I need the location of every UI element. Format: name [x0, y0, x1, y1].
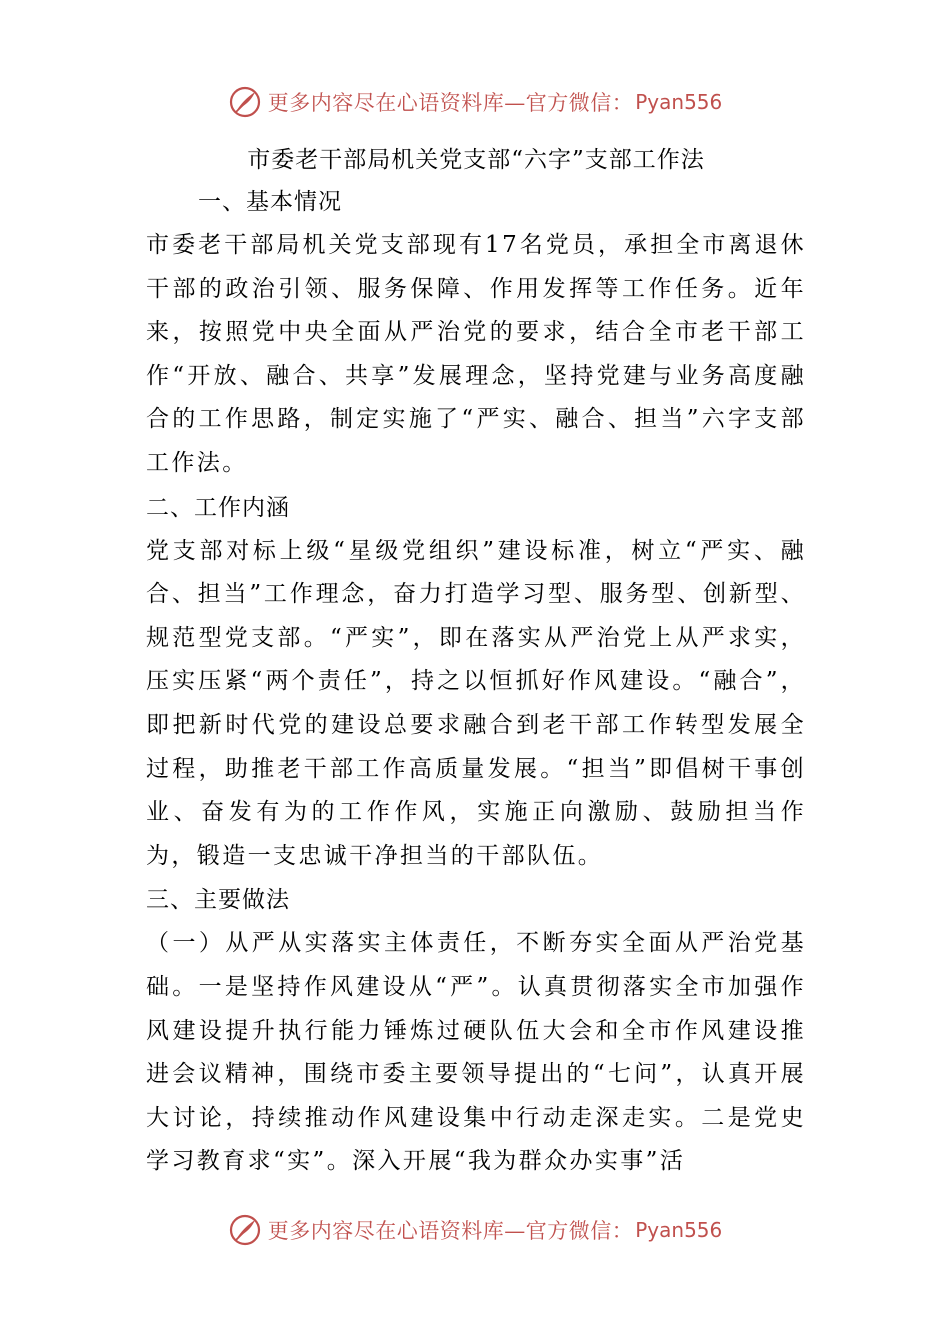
- section-paragraph-main-practices: （一）从严从实落实主体责任，不断夯实全面从严治党基础。一是坚持作风建设从“严”。认真贯彻落实全市加强作风建设提升执行能力锤炼过硬队伍大会和全市作风建设推进会议精神，围绕市委主要领导提出的“七问”，认真开展大讨论，持续推动作风建设集中行动走深走实。二是党史学习教育求“实”。深入开展“我为群众办实事”活: [146, 930, 806, 1175]
- watermark-wechat-id: Pyan556: [635, 90, 723, 114]
- watermark-text: 更多内容尽在心语资料库—官方微信：: [267, 1219, 634, 1243]
- watermark-text: 更多内容尽在心语资料库—官方微信：: [267, 91, 634, 115]
- document-body: [146, 140, 806, 1184]
- document-title: 市委老干部局机关党支部“六字”支部工作法: [247, 147, 705, 173]
- watermark-banner-top: [0, 80, 950, 124]
- watermark-banner-bottom: [0, 1208, 950, 1252]
- quill-logo-icon: [228, 85, 262, 119]
- section-heading-basic-info: 一、基本情况: [198, 189, 342, 215]
- watermark-wechat-id: Pyan556: [635, 1218, 723, 1242]
- quill-logo-icon: [228, 1213, 262, 1247]
- section-paragraph-connotation: 党支部对标上级“星级党组织”建设标准，树立“严实、融合、担当”工作理念，奋力打造学习型、服务型、创新型、规范型党支部。“严实”，即在落实从严治党上从严求实，压实压紧“两个责任”，持之以恒抓好作风建设。“融合”，即把新时代党的建设总要求融合到老干部工作转型发展全过程，助推老干部工作高质量发展。“担当”即倡树干事创业、奋发有为的工作作风，实施正向激励、鼓励担当作为，锻造一支忠诚干净担当的干部队伍。: [146, 537, 806, 869]
- section-heading-main-practices: 三、主要做法: [146, 887, 290, 914]
- section-paragraph-basic-info: 市委老干部局机关党支部现有17名党员，承担全市离退休干部的政治引领、服务保障、作用发挥等工作任务。近年来，按照党中央全面从严治党的要求，结合全市老干部工作“开放、融合、共享”发展理念，坚持党建与业务高度融合的工作思路，制定实施了“严实、融合、担当”六字支部工作法。: [146, 232, 806, 476]
- section-heading-connotation: 二、工作内涵: [146, 494, 290, 521]
